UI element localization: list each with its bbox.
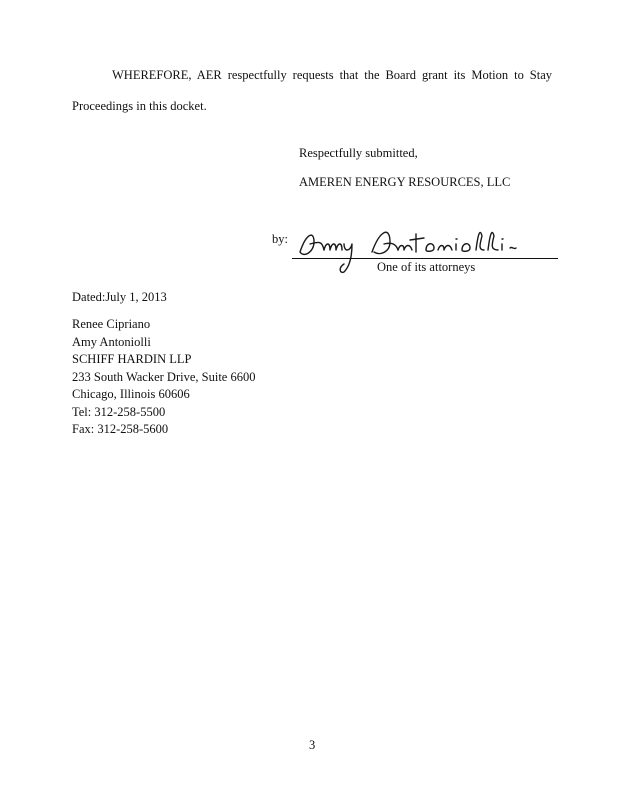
contact-tel: Tel: 312-258-5500 (72, 404, 166, 419)
contact-city: Chicago, Illinois 60606 (72, 387, 190, 401)
contact-name-1: Renee Cipriano (72, 317, 151, 331)
contact-firm: SCHIFF HARDIN LLP (72, 352, 192, 366)
signature-caption: One of its attorneys (377, 260, 476, 274)
signature-line (292, 258, 558, 259)
dated-line: Dated:July 1, 2013 (72, 290, 167, 304)
company-name: AMEREN ENERGY RESOURCES, LLC (299, 175, 511, 189)
by-label: by: (272, 232, 288, 246)
page-number: 3 (309, 738, 316, 752)
contact-address: 233 South Wacker Drive, Suite 6600 (72, 369, 256, 384)
body-paragraph-line-1: WHEREFORE, AER respectfully requests that the Board grant its Motion to Stay (112, 68, 552, 82)
contact-name-2: Amy Antoniolli (72, 334, 151, 349)
contact-block (72, 316, 255, 439)
contact-fax: Fax: 312-258-5600 (72, 422, 169, 436)
closing-line: Respectfully submitted, (299, 146, 418, 160)
body-paragraph-line-2: Proceedings in this docket. (72, 99, 207, 113)
